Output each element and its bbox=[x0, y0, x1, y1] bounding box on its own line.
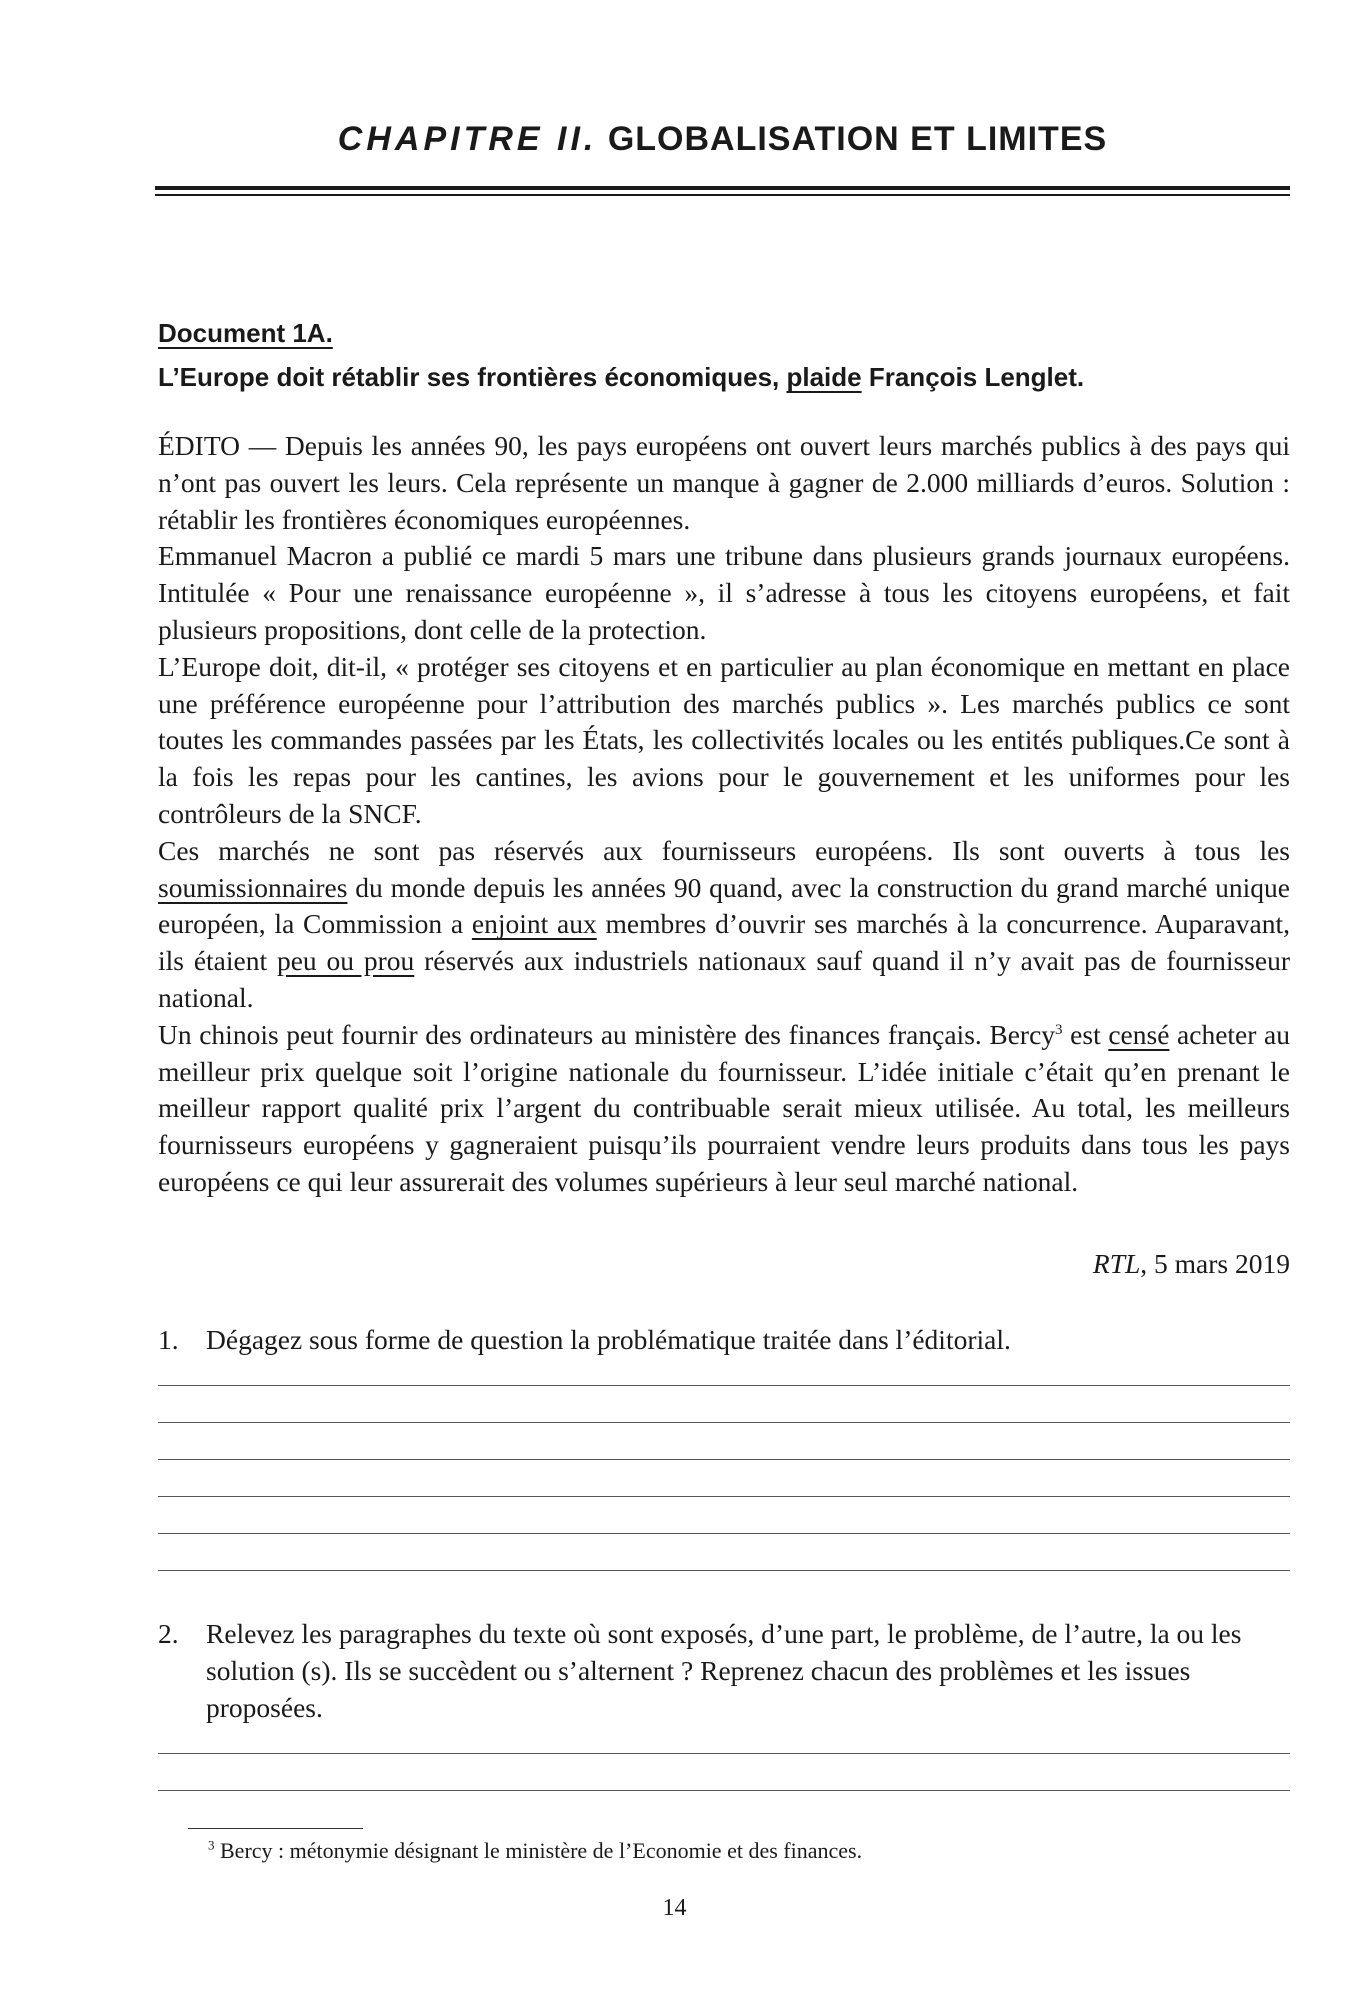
source-citation bbox=[1093, 1248, 1290, 1280]
document-title-part: L’Europe doit rétablir ses frontières économiques, bbox=[158, 362, 787, 392]
footnote-separator bbox=[188, 1828, 363, 1829]
paragraph-1: ÉDITO — Depuis les années 90, les pays européens ont ouvert leurs marchés publics à des pays qui n’ont pas ouvert les leurs. Cela représente un manque à gagner de 2.000 milliards d’euros. Solution : rétablir les frontières économiques européennes. bbox=[158, 430, 1290, 535]
footnote-reference: 3 bbox=[1055, 1021, 1063, 1038]
footnote-marker: 3 bbox=[208, 1837, 215, 1853]
document-title-underlined: plaide bbox=[786, 362, 862, 392]
chapter-label: CHAPITRE II. bbox=[337, 120, 598, 158]
underlined-term: censé bbox=[1108, 1018, 1170, 1050]
answer-line[interactable] bbox=[158, 1570, 1290, 1571]
text-run: acheter au meilleur prix quelque soit l’origine nationale du fournisseur. L’idée initiale c’était qu’en prenant le meilleur rapport qualité prix l’argent du contribuable serait mieux utilisée. Au total, les meilleurs fournisseurs européens y gagneraient puisqu’ils pourraient vendre leurs produits dans tous les pays européens ce qui leur assurerait des volumes supérieurs à leur seul marché national. bbox=[158, 1018, 1290, 1197]
source-publication: RTL bbox=[1092, 1248, 1141, 1279]
underlined-term: soumissionnaires bbox=[158, 871, 348, 903]
answer-line[interactable] bbox=[158, 1753, 1290, 1754]
document-title bbox=[158, 362, 1084, 393]
source-date: , 5 mars 2019 bbox=[1140, 1248, 1290, 1279]
answer-line[interactable] bbox=[158, 1533, 1290, 1534]
chapter-heading bbox=[155, 120, 1290, 159]
underlined-term: enjoint aux bbox=[471, 908, 597, 940]
header-rule-bottom bbox=[155, 194, 1290, 196]
chapter-title: GLOBALISATION ET LIMITES bbox=[607, 120, 1108, 158]
underlined-term: peu ou prou bbox=[276, 945, 415, 977]
paragraph-2: Emmanuel Macron a publié ce mardi 5 mars une tribune dans plusieurs grands journaux européens. Intitulée « Pour une renaissance européenne », il s’adresse à tous les citoyens européens, et fait plusieurs propositions, dont celle de la protection. bbox=[158, 540, 1290, 645]
question-number: 1. bbox=[158, 1324, 179, 1355]
page-number: 14 bbox=[662, 1895, 687, 1921]
footnote bbox=[208, 1838, 862, 1864]
text-run: membres d’ouvrir ses marchés à la concurrence. Auparavant, ils étaient bbox=[158, 908, 1290, 977]
document-label: Document 1A. bbox=[158, 318, 333, 348]
text-run: réservés aux industriels nationaux sauf quand il n’y avait pas de fournisseur national. bbox=[158, 945, 1290, 1013]
answer-line[interactable] bbox=[158, 1790, 1290, 1791]
paragraph-4 bbox=[158, 833, 1290, 1017]
document-title-part: François Lenglet. bbox=[861, 362, 1085, 392]
text-run: est bbox=[1062, 1018, 1109, 1050]
paragraph-5 bbox=[158, 1017, 1290, 1201]
text-run: Ces marchés ne sont pas réservés aux fournisseurs européens. Ils sont ouverts à tous les bbox=[158, 834, 1290, 866]
answer-line[interactable] bbox=[158, 1385, 1290, 1386]
question-text: Dégagez sous forme de question la problématique traitée dans l’éditorial. bbox=[206, 1324, 1011, 1355]
question-1 bbox=[158, 1322, 1290, 1359]
answer-line[interactable] bbox=[158, 1459, 1290, 1460]
question-2 bbox=[158, 1616, 1290, 1726]
answer-line[interactable] bbox=[158, 1496, 1290, 1497]
answer-line[interactable] bbox=[158, 1422, 1290, 1423]
paragraph-3: L’Europe doit, dit-il, « protéger ses citoyens et en particulier au plan économique en mettant en place une préférence européenne pour l’attribution des marchés publics ». Les marchés publics ce sont toutes les commandes passées par les États, les collectivités locales ou les entités publiques.Ce sont à la fois les repas pour les cantines, les avions pour le gouvernement et les uniformes pour les contrôleurs de la SNCF. bbox=[158, 650, 1290, 829]
editorial-text bbox=[158, 428, 1290, 1201]
text-run: Un chinois peut fournir des ordinateurs au ministère des finances français. Bercy bbox=[158, 1018, 1056, 1050]
text-run: du monde depuis les années 90 quand, avec la construction du grand marché unique européen, la Commission a bbox=[158, 871, 1290, 940]
question-text: Relevez les paragraphes du texte où sont exposés, d’une part, le problème, de l’autre, la ou les solution (s). Ils se succèdent ou s’alternent ? Reprenez chacun des problèmes et les issues proposées. bbox=[206, 1618, 1242, 1723]
question-number: 2. bbox=[158, 1618, 179, 1649]
footnote-text: Bercy : métonymie désignant le ministère de l’Economie et des finances. bbox=[214, 1838, 863, 1863]
header-rule-top bbox=[155, 186, 1290, 190]
